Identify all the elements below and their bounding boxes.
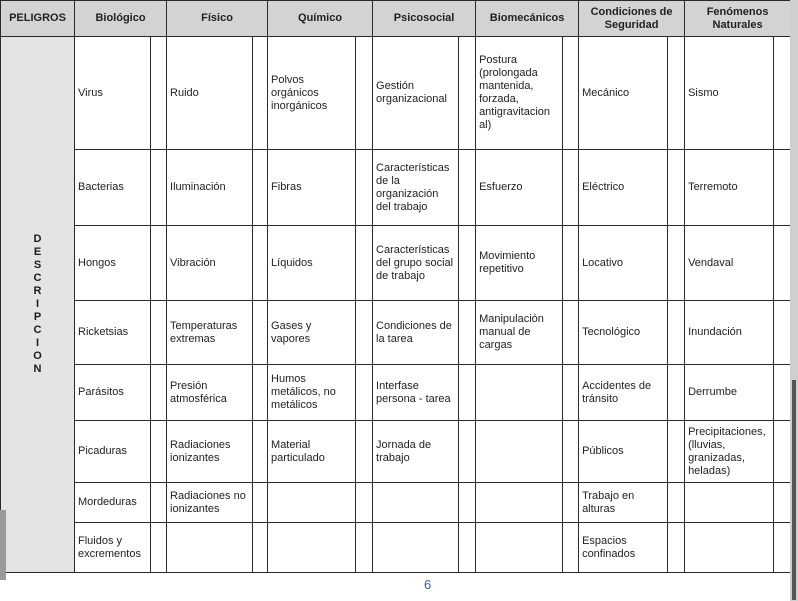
spacer-cell bbox=[668, 37, 685, 150]
table-cell bbox=[373, 483, 459, 523]
description-letter: C bbox=[33, 324, 42, 336]
spacer-cell bbox=[151, 421, 167, 483]
header-psicosocial: Psicosocial bbox=[373, 1, 476, 37]
spacer-cell bbox=[459, 421, 476, 483]
table-cell: Eléctrico bbox=[579, 150, 668, 226]
spacer-cell bbox=[668, 150, 685, 226]
table-cell: Fibras bbox=[268, 150, 356, 226]
spacer-cell bbox=[356, 226, 373, 301]
table-cell: Postura (prolongada mantenida, forzada, antigravitacion al) bbox=[476, 37, 563, 150]
table-cell: Sismo bbox=[685, 37, 774, 150]
description-letter: D bbox=[33, 233, 42, 245]
description-letter: I bbox=[35, 337, 40, 349]
spacer-cell bbox=[459, 301, 476, 365]
spacer-cell bbox=[151, 365, 167, 421]
table-cell bbox=[476, 523, 563, 573]
spacer-cell bbox=[459, 365, 476, 421]
table-cell: Interfase persona - tarea bbox=[373, 365, 459, 421]
spacer-cell bbox=[459, 150, 476, 226]
table-cell: Material particulado bbox=[268, 421, 356, 483]
spacer-cell bbox=[356, 421, 373, 483]
table-cell: Vibración bbox=[167, 226, 253, 301]
table-row bbox=[1, 523, 791, 573]
spacer-cell bbox=[668, 523, 685, 573]
table-row bbox=[1, 301, 791, 365]
table-row bbox=[1, 150, 791, 226]
table-cell: Bacterias bbox=[75, 150, 151, 226]
table-cell: Esfuerzo bbox=[476, 150, 563, 226]
table-row bbox=[1, 365, 791, 421]
header-peligros: PELIGROS bbox=[1, 1, 75, 37]
table-row bbox=[1, 421, 791, 483]
spacer-cell bbox=[774, 483, 791, 523]
table-cell: Accidentes de tránsito bbox=[579, 365, 668, 421]
spacer-cell bbox=[356, 523, 373, 573]
table-cell bbox=[685, 523, 774, 573]
spacer-cell bbox=[151, 483, 167, 523]
spacer-cell bbox=[151, 523, 167, 573]
spacer-cell bbox=[563, 365, 579, 421]
spacer-cell bbox=[356, 365, 373, 421]
spacer-cell bbox=[774, 421, 791, 483]
spacer-cell bbox=[151, 226, 167, 301]
spacer-cell bbox=[151, 301, 167, 365]
table-row bbox=[1, 226, 791, 301]
table-cell: Hongos bbox=[75, 226, 151, 301]
spacer-cell bbox=[459, 483, 476, 523]
spacer-cell bbox=[774, 150, 791, 226]
table-cell bbox=[373, 523, 459, 573]
header-biomecanicos: Biomecánicos bbox=[476, 1, 579, 37]
table-cell: Tecnológico bbox=[579, 301, 668, 365]
table-cell: Líquidos bbox=[268, 226, 356, 301]
table-cell: Fluidos y excrementos bbox=[75, 523, 151, 573]
table-cell: Movimiento repetitivo bbox=[476, 226, 563, 301]
spacer-cell bbox=[774, 301, 791, 365]
table-cell: Virus bbox=[75, 37, 151, 150]
spacer-cell bbox=[151, 37, 167, 150]
table-cell: Públicos bbox=[579, 421, 668, 483]
spacer-cell bbox=[774, 226, 791, 301]
description-letter: E bbox=[33, 246, 42, 258]
table-cell: Iluminación bbox=[167, 150, 253, 226]
description-letter: C bbox=[33, 272, 42, 284]
table-cell: Presión atmosférica bbox=[167, 365, 253, 421]
spacer-cell bbox=[253, 37, 268, 150]
table-cell: Precipitaciones, (lluvias, granizadas, heladas) bbox=[685, 421, 774, 483]
table-body bbox=[1, 37, 791, 573]
spacer-cell bbox=[253, 226, 268, 301]
spacer-cell bbox=[563, 301, 579, 365]
table-cell: Derrumbe bbox=[685, 365, 774, 421]
table-cell bbox=[167, 523, 253, 573]
spacer-cell bbox=[356, 301, 373, 365]
table-cell: Manipulación manual de cargas bbox=[476, 301, 563, 365]
table-cell: Inundación bbox=[685, 301, 774, 365]
spacer-cell bbox=[563, 483, 579, 523]
spacer-cell bbox=[563, 421, 579, 483]
spacer-cell bbox=[563, 150, 579, 226]
description-letter: P bbox=[33, 311, 42, 323]
spacer-cell bbox=[668, 226, 685, 301]
table-cell: Jornada de trabajo bbox=[373, 421, 459, 483]
spacer-cell bbox=[563, 37, 579, 150]
table-cell: Locativo bbox=[579, 226, 668, 301]
spacer-cell bbox=[151, 150, 167, 226]
table-cell: Humos metálicos, no metálicos bbox=[268, 365, 356, 421]
description-letter: N bbox=[33, 363, 42, 375]
table-cell bbox=[476, 483, 563, 523]
table-cell bbox=[476, 421, 563, 483]
page-number: 6 bbox=[424, 577, 432, 592]
table-row bbox=[1, 483, 791, 523]
spacer-cell bbox=[774, 365, 791, 421]
right-edge-strip bbox=[790, 0, 798, 601]
table-cell: Trabajo en alturas bbox=[579, 483, 668, 523]
table-cell: Temperaturas extremas bbox=[167, 301, 253, 365]
table-cell: Parásitos bbox=[75, 365, 151, 421]
table-cell: Características del grupo social de trabajo bbox=[373, 226, 459, 301]
spacer-cell bbox=[356, 483, 373, 523]
table-cell: Mecánico bbox=[579, 37, 668, 150]
header-biologico: Biológico bbox=[75, 1, 167, 37]
header-row bbox=[1, 1, 791, 37]
spacer-cell bbox=[253, 483, 268, 523]
table-cell: Radiaciones ionizantes bbox=[167, 421, 253, 483]
table-cell: Picaduras bbox=[75, 421, 151, 483]
description-letter: I bbox=[35, 298, 40, 310]
table-cell: Vendaval bbox=[685, 226, 774, 301]
spacer-cell bbox=[668, 483, 685, 523]
spacer-cell bbox=[668, 421, 685, 483]
spacer-cell bbox=[356, 150, 373, 226]
table-cell: Espacios confinados bbox=[579, 523, 668, 573]
table-cell: Gestión organizacional bbox=[373, 37, 459, 150]
spacer-cell bbox=[774, 523, 791, 573]
spacer-cell bbox=[356, 37, 373, 150]
table-cell bbox=[268, 523, 356, 573]
table-row bbox=[1, 37, 791, 150]
description-letter: S bbox=[33, 259, 42, 271]
header-condiciones-seguridad: Condiciones de Seguridad bbox=[579, 1, 685, 37]
spacer-cell bbox=[563, 523, 579, 573]
spacer-cell bbox=[253, 421, 268, 483]
spacer-cell bbox=[459, 37, 476, 150]
description-letter: O bbox=[33, 350, 42, 362]
spacer-cell bbox=[459, 226, 476, 301]
table-cell: Mordeduras bbox=[75, 483, 151, 523]
table-cell: Gases y vapores bbox=[268, 301, 356, 365]
table-cell bbox=[476, 365, 563, 421]
table-cell: Radiaciones no ionizantes bbox=[167, 483, 253, 523]
spacer-cell bbox=[563, 226, 579, 301]
spacer-cell bbox=[253, 365, 268, 421]
header-fenomenos-naturales: Fenómenos Naturales bbox=[685, 1, 791, 37]
table-cell: Polvos orgánicos inorgánicos bbox=[268, 37, 356, 150]
spacer-cell bbox=[774, 37, 791, 150]
table-cell: Ruido bbox=[167, 37, 253, 150]
page-edge-shadow bbox=[0, 510, 6, 580]
spacer-cell bbox=[253, 150, 268, 226]
description-label bbox=[1, 37, 75, 573]
spacer-cell bbox=[459, 523, 476, 573]
description-letter: R bbox=[33, 285, 42, 297]
table-cell: Ricketsias bbox=[75, 301, 151, 365]
table-cell: Características de la organización del trabajo bbox=[373, 150, 459, 226]
spacer-cell bbox=[253, 301, 268, 365]
header-quimico: Químico bbox=[268, 1, 373, 37]
spacer-cell bbox=[253, 523, 268, 573]
spacer-cell bbox=[668, 301, 685, 365]
table-cell: Terremoto bbox=[685, 150, 774, 226]
table-cell bbox=[685, 483, 774, 523]
header-fisico: Físico bbox=[167, 1, 268, 37]
spacer-cell bbox=[668, 365, 685, 421]
table-cell: Condiciones de la tarea bbox=[373, 301, 459, 365]
table-cell bbox=[268, 483, 356, 523]
